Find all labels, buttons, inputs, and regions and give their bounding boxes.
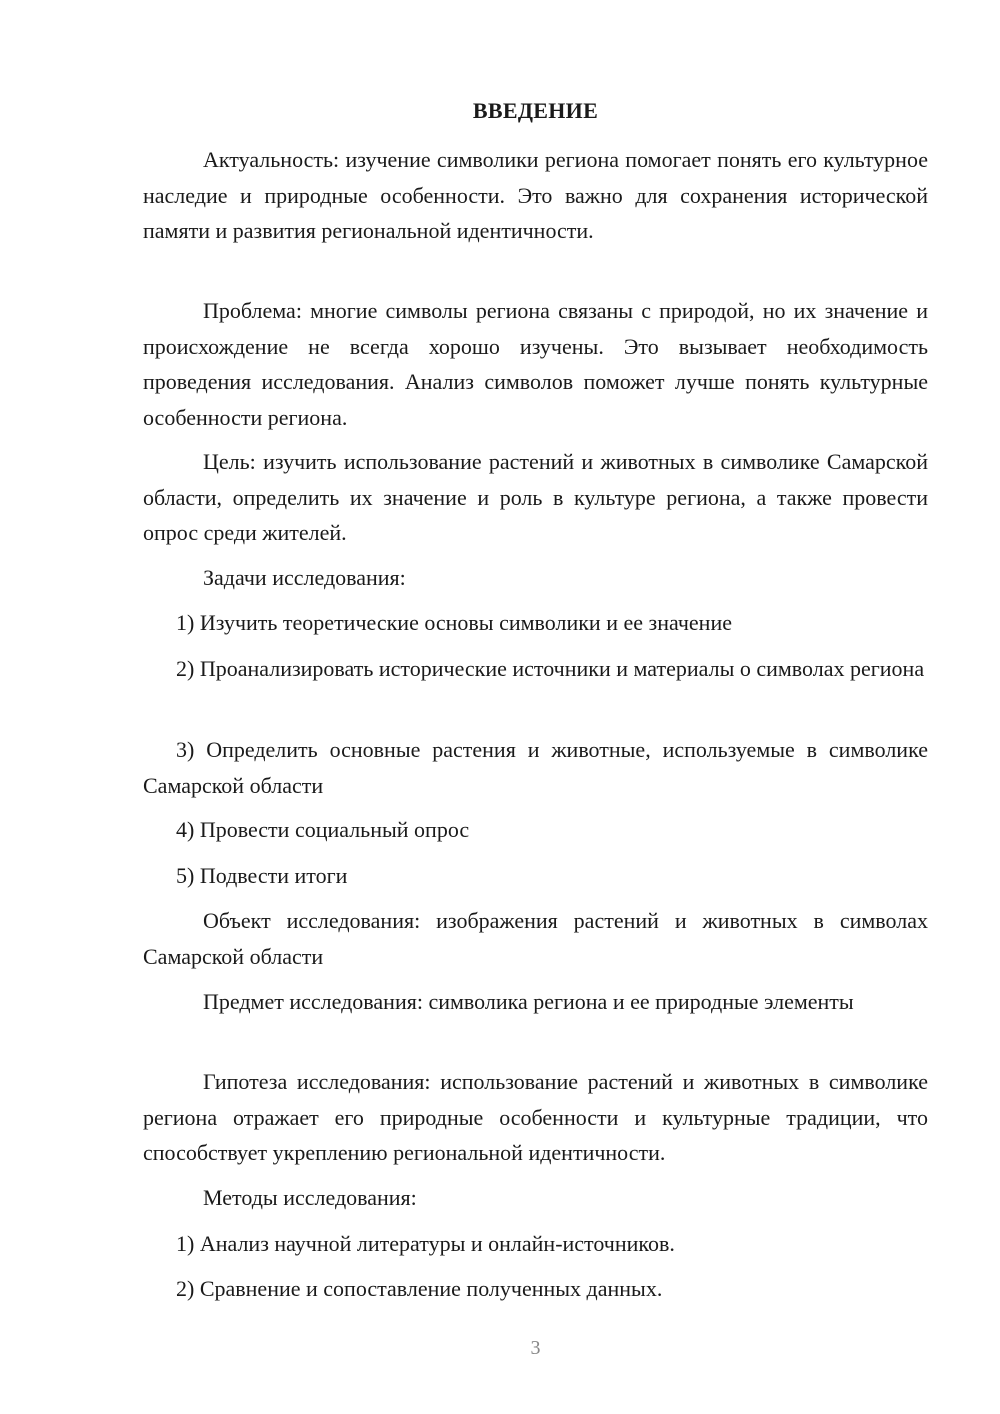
task-item-2: 2) Проанализировать исторические источники и материалы о символах региона — [176, 656, 925, 681]
problem-paragraph: Проблема: многие символы региона связаны с природой, но их значение и происхождение не всегда хорошо изучены. Это вызывает необходимость проведения исследования. Анализ символов поможет лучше понять культурные особенности региона. — [143, 298, 928, 430]
method-item-1: 1) Анализ научной литературы и онлайн-источников. — [176, 1231, 675, 1256]
task-item-4: 4) Провести социальный опрос — [176, 817, 470, 842]
task-item-5: 5) Подвести итоги — [176, 863, 348, 888]
page-number: 3 — [530, 1337, 541, 1359]
task-item-1: 1) Изучить теоретические основы символики и ее значение — [176, 610, 732, 635]
section-title: ВВЕДЕНИЕ — [472, 98, 599, 123]
method-item-2: 2) Сравнение и сопоставление полученных данных. — [176, 1276, 663, 1301]
subject-paragraph: Предмет исследования: символика региона и ее природные элементы — [203, 989, 854, 1014]
goal-paragraph: Цель: изучить использование растений и животных в символике Самарской области, определить их значение и роль в культуре региона, а также провести опрос среди жителей. — [143, 449, 928, 545]
relevance-paragraph: Актуальность: изучение символики региона помогает понять его культурное наследие и природные особенности. Это важно для сохранения исторической памяти и развития региональной идентичности. — [143, 147, 928, 243]
hypothesis-paragraph: Гипотеза исследования: использование растений и животных в символике региона отражает его природные особенности и культурные традиции, что способствует укреплению региональной идентичности. — [143, 1069, 928, 1165]
methods-heading: Методы исследования: — [203, 1185, 417, 1210]
document-page — [143, 0, 928, 1414]
task-item-3: 3) Определить основные растения и животные, используемые в символике Самарской области — [143, 737, 928, 798]
object-paragraph: Объект исследования: изображения растений и животных в символах Самарской области — [143, 908, 928, 969]
tasks-heading: Задачи исследования: — [203, 565, 406, 590]
